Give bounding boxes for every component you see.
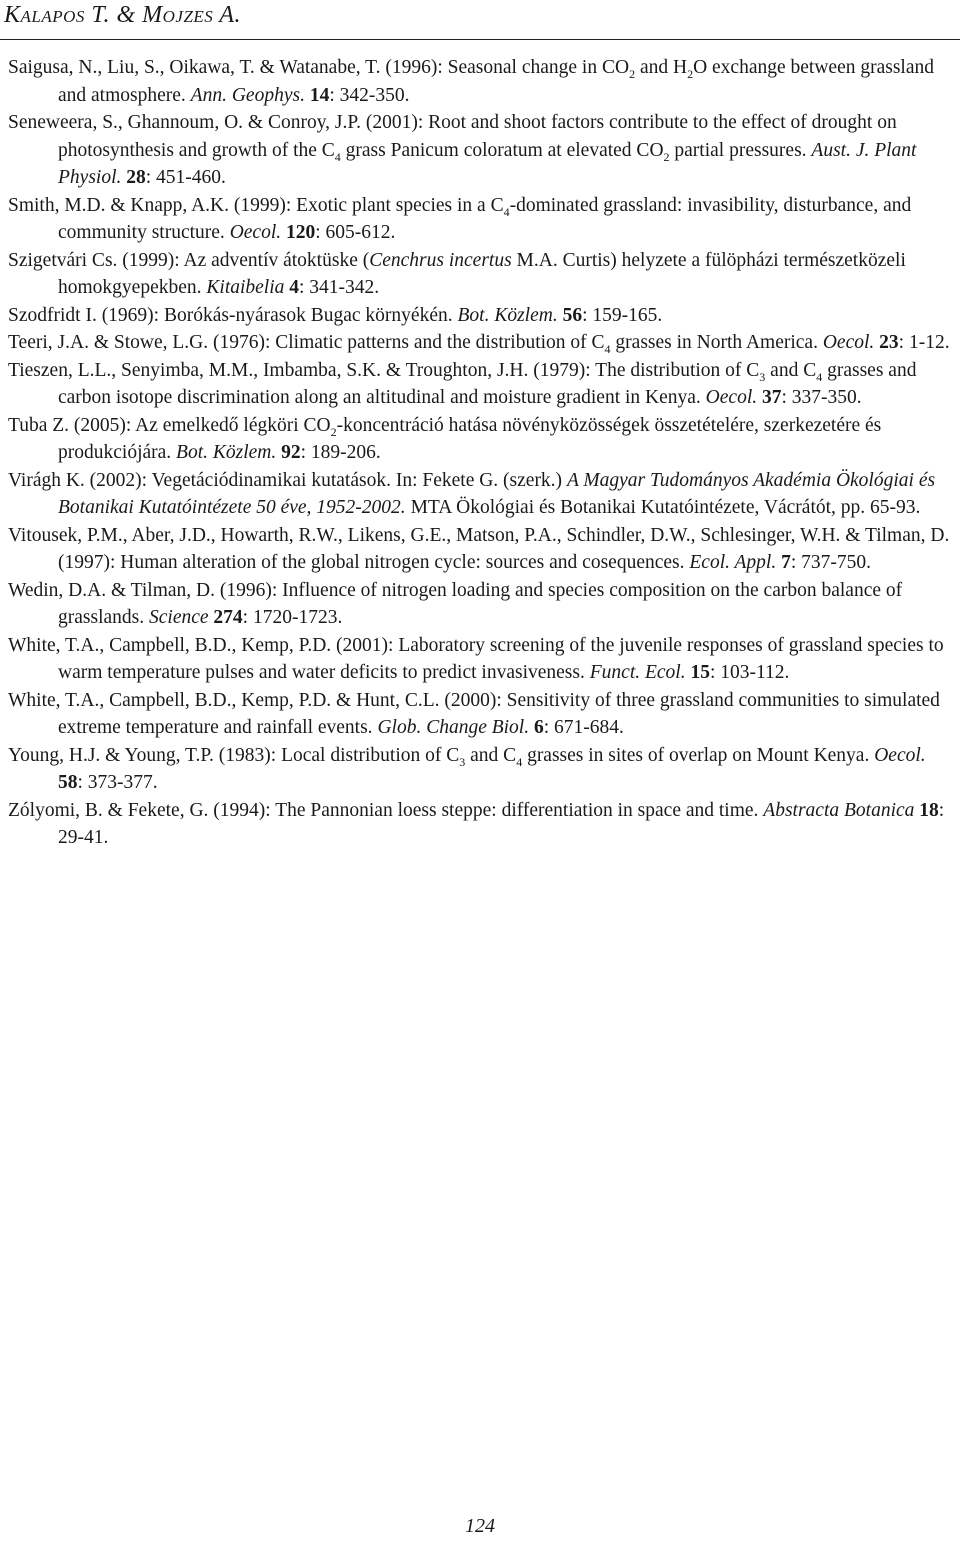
reference-text: grasses in sites of overlap on Mount Kenya. [522, 744, 875, 766]
journal-title: A Magyar Tudományos Akadémia Ökológiai és Botanikai Kutatóintézete 50 éve, 1952-2002. [58, 469, 936, 518]
subscript: 2 [629, 66, 636, 81]
reference-text: : 159-165. [582, 304, 663, 326]
journal-title: Ann. Geophys. [190, 84, 305, 106]
reference-text: -koncentráció hatása növényközösségek összetételére, szerkezetére és produkciójára. [58, 414, 882, 463]
volume-number: 7 [781, 552, 791, 573]
subscript: 4 [816, 369, 823, 384]
reference-text: : 605-612. [315, 222, 396, 243]
volume-number: 37 [761, 387, 782, 408]
reference-text: Young, H.J. & Young, T.P. (1983): Local distribution of C [8, 744, 460, 766]
volume-number: 23 [879, 332, 899, 353]
reference-text: Seneweera, S., Ghannoum, O. & Conroy, J.P. (2001): Root and shoot factors contribute to the effect of drought on photosynthesis and growth of the C [8, 112, 897, 161]
reference-entry [8, 302, 952, 330]
reference-entry [8, 467, 952, 522]
volume-number: 120 [286, 222, 316, 243]
volume-number: 92 [281, 442, 301, 463]
reference-text: Zólyomi, B. & Fekete, G. (1994): The Pannonian loess steppe: differentiation in space and time. [8, 799, 764, 821]
volume-number: 28 [126, 167, 146, 188]
reference-entry [8, 329, 952, 357]
journal-title: Oecol. [874, 744, 926, 766]
journal-title: Ecol. Appl. [689, 552, 777, 573]
journal-title: Science [149, 607, 209, 628]
reference-entry [8, 192, 952, 247]
reference-text: : 29-41. [58, 799, 945, 848]
reference-text: : 373-377. [77, 772, 158, 793]
reference-text: : 737-750. [790, 552, 872, 573]
reference-entry [8, 797, 952, 852]
reference-text: MTA Ökológiai és Botanikai Kutatóintézete, Vácrátót, pp. 65-93. [405, 497, 921, 518]
volume-number: 274 [213, 607, 243, 628]
reference-text: : 342-350. [329, 84, 410, 106]
reference-entry [8, 577, 952, 632]
subscript: 4 [334, 149, 341, 164]
subscript: 3 [459, 754, 466, 769]
header-rule [0, 39, 960, 40]
reference-entry [8, 357, 952, 412]
reference-text: Tieszen, L.L., Senyimba, M.M., Imbamba, S.K. & Troughton, J.H. (1979): The distribution of C [8, 359, 760, 381]
reference-text: Tuba Z. (2005): Az emelkedő légköri CO [8, 414, 331, 436]
reference-text: M.A. Curtis) helyzete a fülöpházi természetközeli homokgyepekben. [58, 249, 906, 298]
volume-number: 15 [690, 662, 710, 683]
reference-text: Szodfridt I. (1969): Borókás-nyárasok Bugac környékén. [8, 304, 458, 326]
reference-text: : 103-112. [709, 662, 790, 683]
reference-text: grasses in North America. [610, 332, 823, 353]
reference-entry [8, 412, 952, 467]
reference-entry [8, 54, 952, 109]
reference-text: : 189-206. [300, 442, 381, 463]
reference-text: White, T.A., Campbell, B.D., Kemp, P.D. (2001): Laboratory screening of the juvenile responses of grassland species to warm temperature pulses and water deficits to predict invasiveness. [8, 634, 944, 683]
reference-entry [8, 247, 952, 302]
reference-text: Szigetvári Cs. (1999): Az adventív átoktüske ( [8, 249, 370, 271]
reference-text: and C [465, 744, 517, 766]
running-header: Kalapos T. & Mojzes A. [4, 2, 242, 28]
journal-title: Glob. Change Biol. [377, 717, 530, 738]
subscript: 3 [759, 369, 766, 384]
reference-text: : 337-350. [781, 387, 862, 408]
reference-text: and H [635, 57, 688, 78]
journal-title: Oecol. [822, 332, 875, 353]
reference-text: White, T.A., Campbell, B.D., Kemp, P.D. & Hunt, C.L. (2000): Sensitivity of three grassland communities to simulated extreme temperature and rainfall events. [8, 689, 940, 738]
reference-text: grasses and carbon isotope discrimination along an altitudinal and moisture gradient in Kenya. [58, 359, 917, 408]
volume-number: 58 [58, 772, 78, 793]
journal-title: Oecol. [229, 222, 282, 243]
reference-entry [8, 109, 952, 192]
reference-text: : 451-460. [145, 167, 226, 188]
journal-title: Cenchrus incertus [369, 249, 512, 271]
reference-text: Smith, M.D. & Knapp, A.K. (1999): Exotic plant species in a C [8, 194, 504, 216]
subscript: 2 [687, 66, 694, 81]
reference-text: : 1-12. [898, 332, 950, 353]
reference-text: Saigusa, N., Liu, S., Oikawa, T. & Watanabe, T. (1996): Seasonal change in CO [8, 57, 630, 78]
reference-text: Virágh K. (2002): Vegetációdinamikai kutatások. In: Fekete G. (szerk.) [8, 469, 567, 491]
reference-entry [8, 522, 952, 577]
reference-text: Teeri, J.A. & Stowe, L.G. (1976): Climatic patterns and the distribution of C [8, 332, 605, 353]
reference-text: : 341-342. [299, 277, 380, 298]
reference-text: O exchange between grassland and atmosphere. [58, 57, 935, 106]
journal-title: Bot. Közlem. [176, 442, 277, 463]
reference-entry [8, 742, 952, 797]
reference-text: : 671-684. [543, 717, 624, 738]
page-number: 124 [465, 1515, 495, 1537]
journal-title: Kitaibelia [206, 277, 285, 298]
subscript: 4 [516, 754, 523, 769]
reference-text: partial pressures. [669, 139, 812, 161]
journal-title: Funct. Ecol. [589, 662, 686, 683]
reference-text: Wedin, D.A. & Tilman, D. (1996): Influence of nitrogen loading and species composition on the carbon balance of grasslands. [8, 579, 903, 628]
journal-title: Bot. Közlem. [457, 304, 558, 326]
reference-text: and C [765, 359, 817, 381]
reference-text: grass Panicum coloratum at elevated CO [340, 139, 664, 161]
volume-number: 14 [309, 84, 330, 106]
reference-text: Vitousek, P.M., Aber, J.D., Howarth, R.W., Likens, G.E., Matson, P.A., Schindler, D.W., Schlesinger, W.H. & Tilman, D. (1997): Human alteration of the global nitrogen cycle: sources and cosequences. [8, 524, 950, 573]
reference-text: -dominated grassland: invasibility, disturbance, and community structure. [58, 194, 912, 243]
journal-title: Oecol. [705, 387, 758, 408]
reference-entry [8, 687, 952, 742]
journal-title: Aust. J. Plant Physiol. [58, 139, 917, 188]
reference-entry [8, 632, 952, 687]
journal-title: Abstracta Botanica [763, 799, 915, 821]
reference-list [8, 54, 952, 852]
subscript: 4 [604, 341, 611, 356]
subscript: 2 [663, 149, 670, 164]
volume-number: 6 [533, 717, 544, 738]
subscript: 2 [330, 424, 337, 439]
volume-number: 56 [562, 304, 583, 326]
reference-text: : 1720-1723. [242, 607, 343, 628]
volume-number: 4 [289, 277, 300, 298]
volume-number: 18 [919, 799, 939, 821]
subscript: 4 [503, 204, 510, 219]
